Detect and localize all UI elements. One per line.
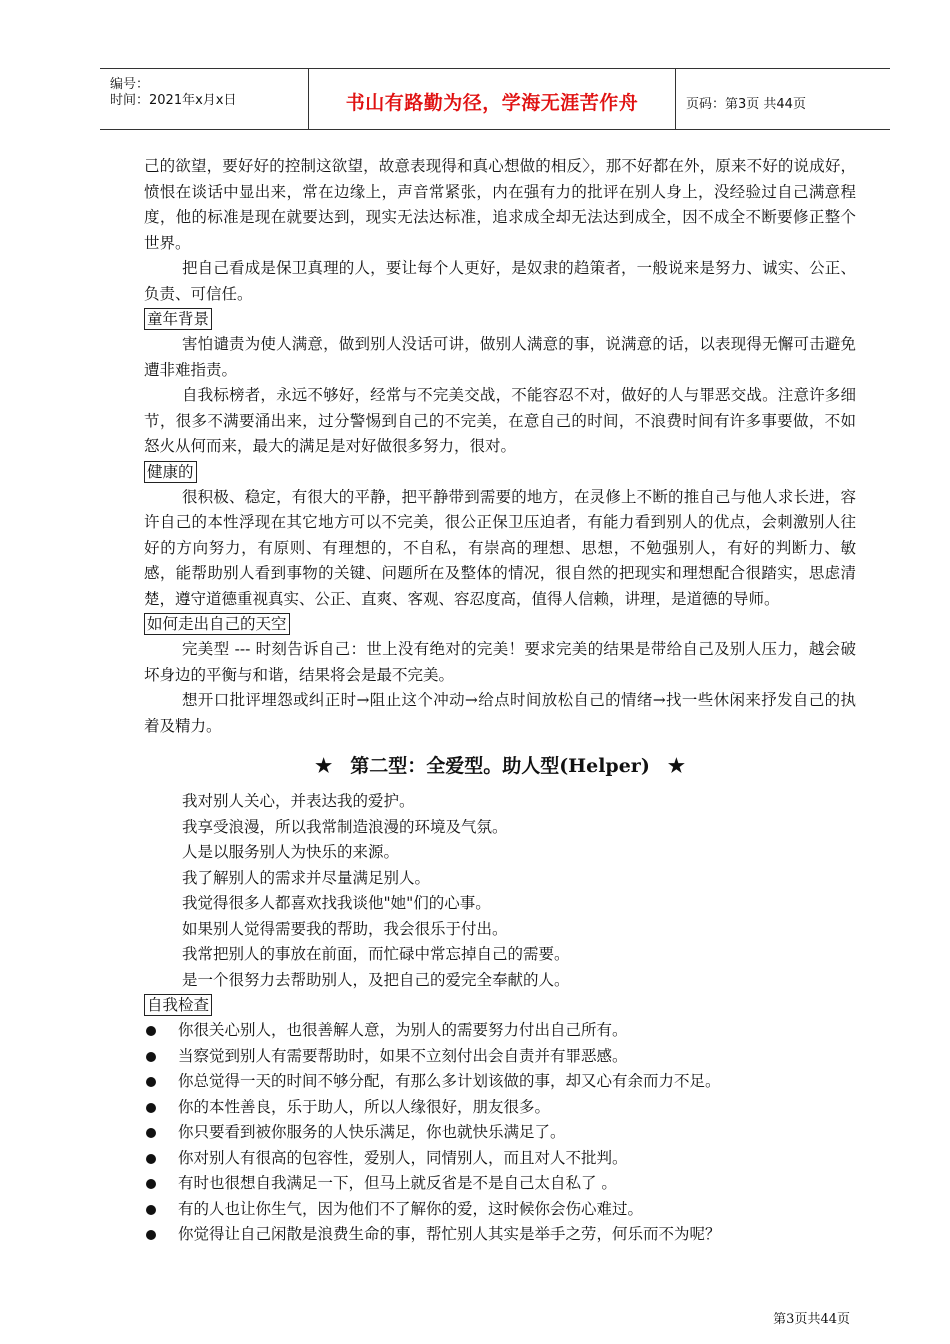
bullet-icon (146, 1103, 156, 1113)
list-item-text: 你觉得让自己闲散是浪费生命的事，帮忙别人其实是举手之劳，何乐而不为呢？ (178, 1225, 721, 1243)
trait-line: 我常把别人的事放在前面，而忙碌中常忘掉自己的需要。 (182, 945, 570, 963)
list-item-text: 你只要看到被你服务的人快乐满足，你也就快乐满足了。 (178, 1123, 566, 1141)
list-item (144, 1197, 856, 1223)
list-item (144, 1146, 856, 1172)
paragraph: 完美型 --- 时刻告诉自己：世上没有绝对的完美！要求完美的结果是带给自己及别人压力，越会破坏身边的平衡与和谐，结果将会是最不完美。 (144, 640, 856, 684)
list-item (144, 1069, 856, 1095)
bullet-icon (146, 1026, 156, 1036)
page-header (100, 68, 890, 130)
list-item (144, 1120, 856, 1146)
section-title-way-out: 如何走出自己的天空 (144, 613, 290, 635)
star-icon: ★ (667, 755, 685, 777)
paragraph: 害怕谴责为使人满意，做到别人没话可讲，做别人满意的事，说满意的话，以表现得无懈可击避免遭非难指责。 (144, 335, 856, 379)
bullet-icon (146, 1077, 156, 1087)
list-item (144, 1044, 856, 1070)
list-item (144, 1171, 856, 1197)
bullet-icon (146, 1205, 156, 1215)
document-time-label: 时间：2021年x月x日 (110, 93, 237, 108)
trait-line: 如果别人觉得需要我的帮助，我会很乐于付出。 (182, 919, 508, 938)
list-item (144, 1018, 856, 1044)
header-page-code: 页码：第3页 共44页 (686, 97, 806, 112)
section-title-childhood: 童年背景 (144, 308, 212, 330)
trait-line: 是一个很努力去帮助别人，及把自己的爱完全奉献的人。 (182, 970, 570, 989)
self-check-list (144, 1018, 856, 1248)
list-item-text: 你的本性善良，乐于助人，所以人缘很好，朋友很多。 (178, 1097, 551, 1116)
section-title-healthy: 健康的 (144, 461, 197, 483)
star-icon: ★ (315, 755, 333, 777)
trait-line: 我对别人关心，并表达我的爱护。 (182, 792, 415, 810)
list-item-text: 你总觉得一天的时间不够分配，有那么多计划该做的事，却又心有余而力不足。 (178, 1072, 721, 1090)
section-title-self-check: 自我检查 (144, 994, 212, 1016)
list-item-text: 你很关心别人，也很善解人意，为别人的需要努力付出自己所有。 (178, 1021, 628, 1039)
bullet-icon (146, 1230, 156, 1240)
bullet-icon (146, 1052, 156, 1062)
list-item-text: 有时也很想自我满足一下，但马上就反省是不是自己太自私了 。 (178, 1174, 617, 1192)
page-content (144, 154, 856, 1248)
header-motto-cell (309, 69, 676, 129)
paragraph: 很积极、稳定，有很大的平静，把平静带到需要的地方，在灵修上不断的推自己与他人求长进，容许自己的本性浮现在其它地方可以不完美，很公正保卫压迫者，有能力看到别人的优点，会刺激别人往好的方向努力，有原则、有理想的，不自私，有崇高的理想、思想，不勉强别人，有好的判断力、敏感，能帮助别人看到事物的关键、问题所在及整体的情况，很自然的把现实和理想配合很踏实，思虑清楚，遵守道德重视真实、公正、直爽、客观、容忍度高，值得人信赖，讲理，是道德的导师。 (144, 487, 856, 608)
list-item (144, 1222, 856, 1248)
paragraph: 把自己看成是保卫真理的人，要让每个人更好，是奴隶的趋策者，一般说来是努力、诚实、公正、负责、可信任。 (144, 259, 856, 303)
paragraph: 想开口批评埋怨或纠正时→阻止这个冲动→给点时间放松自己的情绪→找一些休闲来抒发自己的执着及精力。 (144, 691, 856, 735)
bullet-icon (146, 1179, 156, 1189)
trait-line: 人是以服务别人为快乐的来源。 (182, 843, 400, 861)
document-number-label: 编号： (110, 77, 150, 92)
trait-line: 我了解别人的需求并尽量满足别人。 (182, 868, 431, 887)
header-page-cell (676, 69, 890, 129)
list-item-text: 有的人也让你生气，因为他们不了解你的爱，这时候你会伤心难过。 (178, 1199, 644, 1218)
type-two-title: 第二型：全爱型。助人型(Helper) (350, 755, 650, 777)
bullet-icon (146, 1128, 156, 1138)
list-item-text: 当察觉到别人有需要帮助时，如果不立刻付出会自责并有罪恶感。 (178, 1046, 628, 1065)
bullet-icon (146, 1154, 156, 1164)
header-info (100, 69, 309, 129)
trait-line: 我觉得很多人都喜欢找我谈他"她"们的心事。 (182, 894, 491, 912)
trait-line: 我享受浪漫，所以我常制造浪漫的环境及气氛。 (182, 817, 508, 836)
list-item-text: 你对别人有很高的包容性，爱别人，同情别人，而且对人不批判。 (178, 1148, 628, 1167)
paragraph: 自我标榜者，永远不够好，经常与不完美交战，不能容忍不对，做好的人与罪恶交战。注意许多细节，很多不满要涌出来，过分警惕到自己的不完美，在意自己的时间，不浪费时间有许多事要做，不如怒火从何而来，最大的满足是对好做很多努力，很对。 (144, 386, 856, 455)
type-two-heading (144, 753, 856, 779)
list-item (144, 1095, 856, 1121)
paragraph: 己的欲望，要好好的控制这欲望，故意表现得和真心想做的相反〉，那不好都在外，原来不好的说成好，愤恨在谈话中显出来，常在边缘上，声音常紧张，内在强有力的批评在别人身上，没经验过自己满意程度，他的标准是现在就要达到，现实无法达标准，追求成全却无法达到成全，因不成全不断要修正整个世界。 (144, 157, 856, 252)
header-motto: 书山有路勤为径，学海无涯苦作舟 (345, 92, 639, 114)
page-footer: 第3页共44页 (773, 1312, 850, 1327)
trait-list (144, 789, 856, 993)
